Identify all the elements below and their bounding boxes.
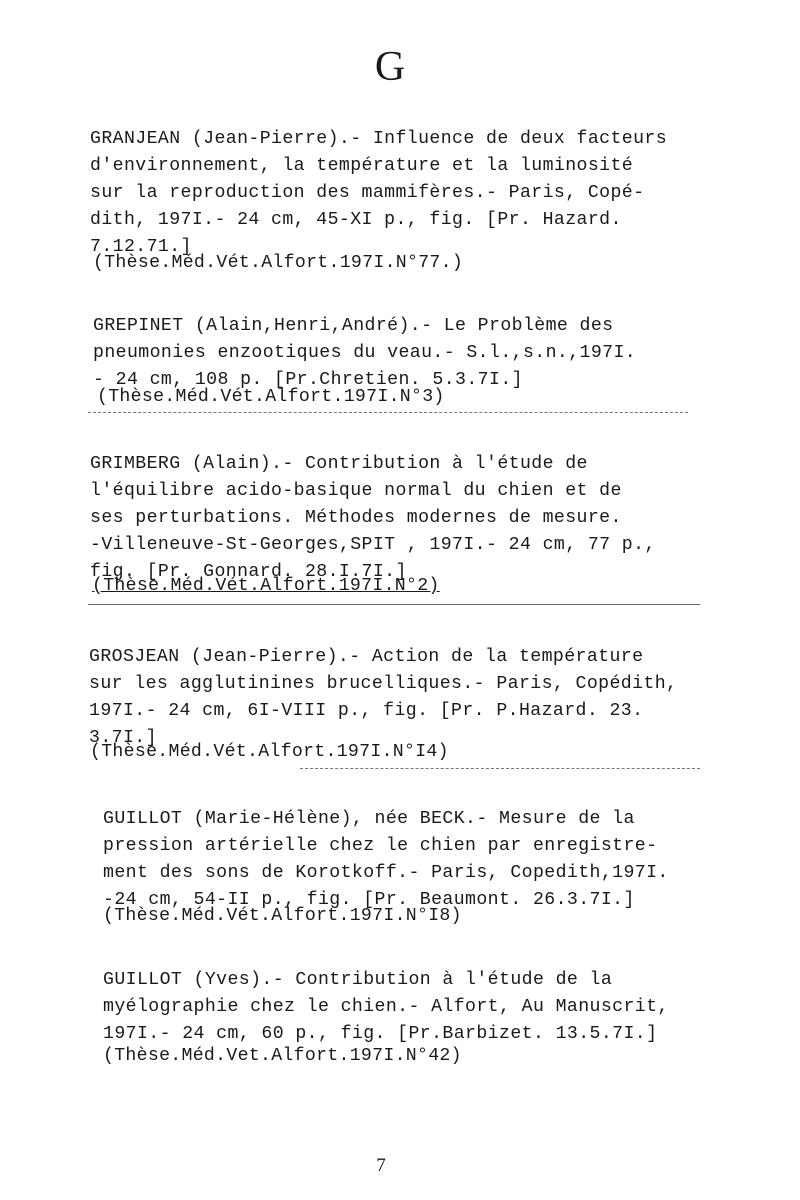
entry-citation: GROSJEAN (Jean-Pierre).- Action de la température sur les agglutinines brucelliques.- Paris, Copédith, 197I.- 24 cm, 6I-VIII p., fig. [Pr. P.Hazard. 23. 3.7I.] — [89, 647, 678, 748]
page-number: 7 — [376, 1155, 386, 1176]
thesis-reference: (Thèse.Méd.Vét.Alfort.197I.N°77.) — [93, 253, 464, 273]
separator-line — [88, 604, 700, 605]
thesis-reference-text: (Thèse.Méd.Vét.Alfort.197I.N°2) — [92, 576, 440, 596]
entry-citation: GRIMBERG (Alain).- Contribution à l'étude de l'équilibre acido-basique normal du chien et de ses perturbations. Méthodes modernes de mesure. -Villeneuve-St-Georges,SPIT , 197I.- 24 cm, 77 p., fig. [Pr. Gonnard. 28.I.7I.] — [90, 454, 656, 582]
entry-citation: GRANJEAN (Jean-Pierre).- Influence de deux facteurs d'environnement, la température et la luminosité sur la reproduction des mammifères.- Paris, Copé- dith, 197I.- 24 cm, 45-XI p., fig. [Pr. Hazard. 7.12.71.] — [90, 129, 668, 257]
thesis-reference — [92, 573, 440, 599]
thesis-reference: (Thèse.Méd.Vét.Alfort.197I.N°I4) — [90, 742, 449, 762]
entry-citation: GREPINET (Alain,Henri,André).- Le Problème des pneumonies enzootiques du veau.- S.l.,s.n.,197I. - 24 cm, 108 p. [Pr.Chretien. 5.3.7I.] — [93, 316, 637, 390]
thesis-reference: (Thèse.Méd.Vet.Alfort.197I.N°42) — [103, 1046, 462, 1066]
separator-line — [300, 768, 700, 769]
entry-citation: GUILLOT (Marie-Hélène), née BECK.- Mesure de la pression artérielle chez le chien par enregistre- ment des sons de Korotkoff.- Paris, Copedith,197I. -24 cm, 54-II p., fig. [Pr. Beaumont. 26.3.7I.] — [103, 809, 669, 910]
thesis-reference: (Thèse.Méd.Vét.Alfort.197I.N°3) — [97, 387, 445, 407]
entry-citation: GUILLOT (Yves).- Contribution à l'étude de la myélographie chez le chien.- Alfort, Au Manuscrit, 197I.- 24 cm, 60 p., fig. [Pr.Barbizet. 13.5.7I.] — [103, 970, 669, 1044]
thesis-reference: (Thèse.Méd.Vét.Alfort.197I.N°I8) — [103, 906, 462, 926]
section-letter: G — [374, 44, 406, 90]
separator-line — [88, 412, 688, 413]
